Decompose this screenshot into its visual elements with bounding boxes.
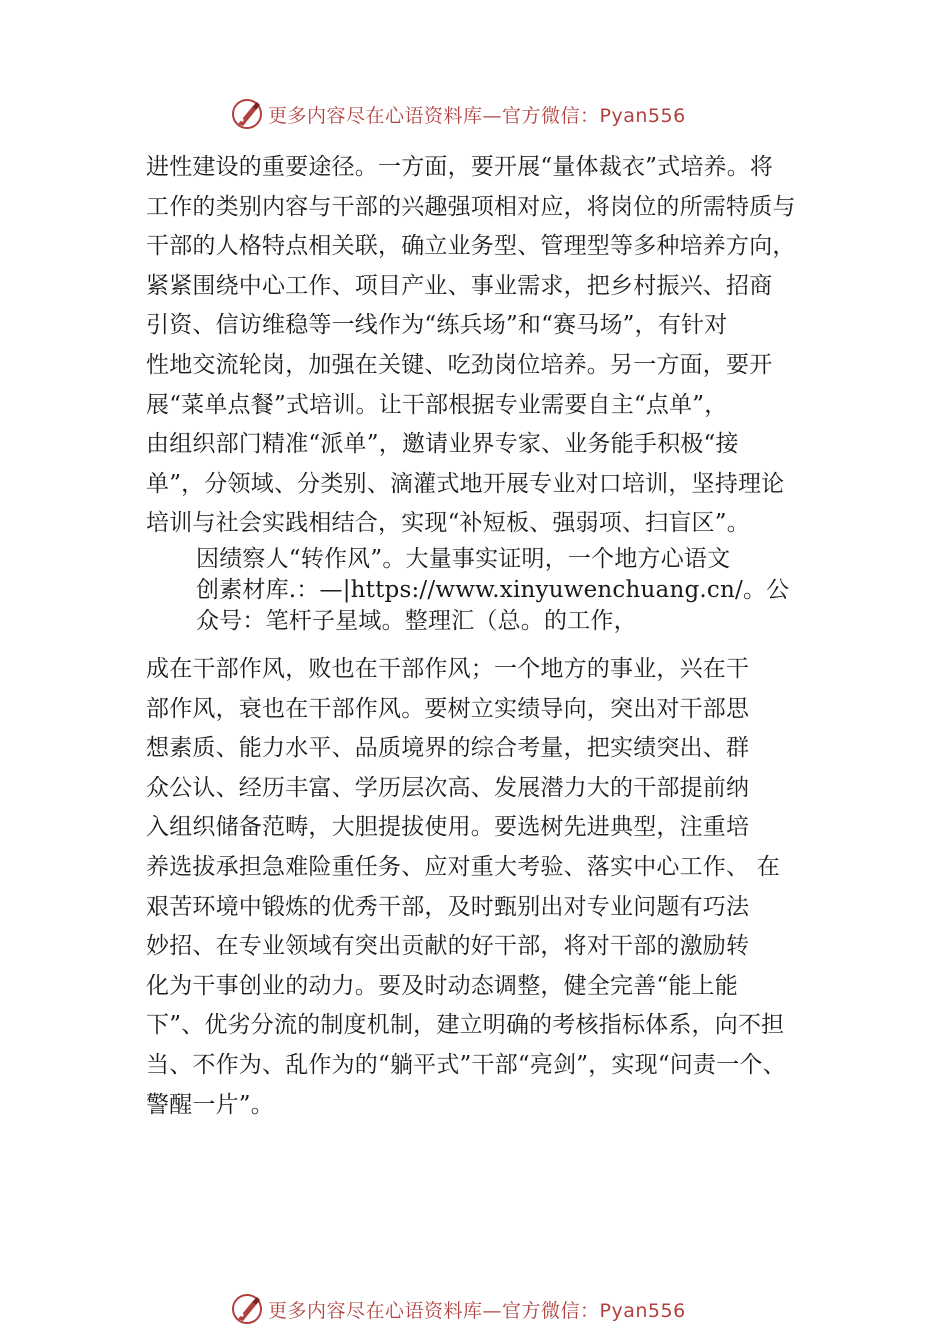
text-line: 下”、优劣分流的制度机制，建立明确的考核指标体系，向不担: [146, 1012, 785, 1039]
text-line: 展“菜单点餐”式培训。让干部根据专业需要自主“点单”，: [146, 391, 728, 418]
footer-banner: [230, 1291, 730, 1327]
text-line: 干部的人格特点相关联，确立业务型、管理型等多种培养方向，: [146, 233, 796, 260]
text-line: 警醒一片”。: [146, 1091, 274, 1118]
text-line: 妙招、在专业领域有突出贡献的好干部，将对干部的激励转: [146, 933, 750, 960]
text-line: 艰苦环境中锻炼的优秀干部，及时甄别出对专业问题有巧法: [146, 893, 750, 920]
text-line: 入组织储备范畴，大胆提拔使用。要选树先进典型，注重培: [146, 814, 750, 841]
text-line: 培训与社会实践相结合，实现“补短板、强弱项、扫盲区”。: [146, 510, 750, 537]
text-line: 由组织部门精准“派单”，邀请业界专家、业务能手积极“接: [146, 431, 739, 458]
pen-nib-logo-icon: [230, 97, 264, 131]
text-line: 工作的类别内容与干部的兴趣强项相对应，将岗位的所需特质与: [146, 193, 796, 220]
text-line: 成在干部作风，败也在干部作风；一个地方的事业，兴在干: [146, 656, 750, 682]
header-banner-text: 更多内容尽在心语资料库—官方微信：Pyan556: [268, 104, 686, 127]
text-line: 部作风，衰也在干部作风。要树立实绩导向，突出对干部思: [146, 695, 750, 722]
text-line: 众公认、经历丰富、学历层次高、发展潜力大的干部提前纳: [146, 774, 750, 801]
text-line: 引资、信访维稳等一线作为“练兵场”和“赛马场”，有针对: [146, 312, 728, 339]
paragraph-performance: [146, 650, 786, 1125]
header-banner: [230, 96, 730, 132]
text-line: 性地交流轮岗，加强在关键、吃劲岗位培养。另一方面，要开: [146, 351, 773, 378]
text-line: 因绩察人“转作风”。大量事实证明，一个地方心语文: [196, 546, 731, 572]
text-line: 创素材库.：—|https://www.xinyuwenchuang.cn/。公: [196, 577, 790, 603]
paragraph-style-heading: [196, 544, 789, 637]
text-line: 化为干事创业的动力。要及时动态调整，健全完善“能上能: [146, 972, 738, 999]
text-line: 单”，分领域、分类别、滴灌式地开展专业对口培训，坚持理论: [146, 470, 785, 497]
pen-nib-logo-icon: [230, 1292, 264, 1326]
paragraph-training: [146, 148, 796, 544]
text-line: 想素质、能力水平、品质境界的综合考量，把实绩突出、群: [146, 735, 750, 762]
text-line: 众号：笔杆子星域。整理汇（总。的工作，: [196, 608, 637, 634]
text-line: 紧紧围绕中心工作、项目产业、事业需求，把乡村振兴、招商: [146, 272, 773, 299]
footer-banner-text: 更多内容尽在心语资料库—官方微信：Pyan556: [268, 1299, 686, 1322]
text-line: 进性建设的重要途径。一方面，要开展“量体裁衣”式培养。将: [146, 154, 774, 180]
text-line: 当、不作为、乱作为的“躺平式”干部“亮剑”，实现“问责一个、: [146, 1051, 786, 1078]
text-line: 养选拔承担急难险重任务、应对重大考验、落实中心工作、 在: [146, 853, 780, 880]
